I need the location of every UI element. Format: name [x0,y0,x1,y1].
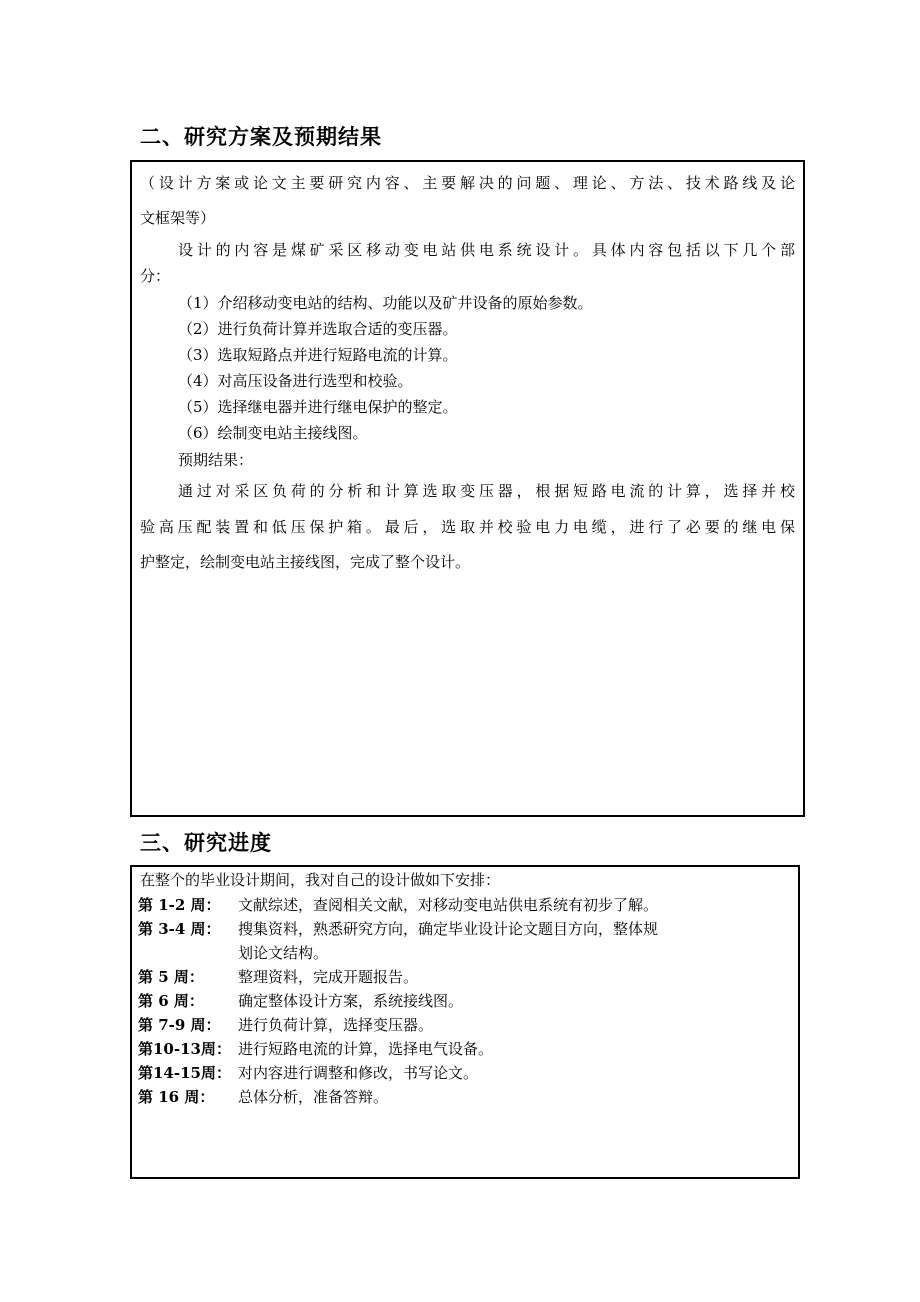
expected-results-line-1: 通过对采区负荷的分析和计算选取变压器，根据短路电流的计算，选择并校 [178,482,795,500]
content-item-4: （4）对高压设备进行选型和校验。 [178,372,413,390]
schedule-task: 确定整体设计方案，系统接线图。 [238,992,464,1010]
schedule-row [138,896,658,914]
content-intro-line-1: 设计的内容是煤矿采区移动变电站供电系统设计。具体内容包括以下几个部 [178,241,795,259]
schedule-row [138,1064,478,1082]
instruction-line-1: （设计方案或论文主要研究内容、主要解决的问题、理论、方法、技术路线及论 [140,174,795,192]
section-2-heading: 二、研究方案及预期结果 [140,125,382,149]
schedule-row [138,1088,388,1106]
schedule-task: 搜集资料，熟悉研究方向，确定毕业设计论文题目方向，整体规 [238,920,659,938]
schedule-task: 进行短路电流的计算，选择电气设备。 [238,1040,494,1058]
section-3-heading: 三、研究进度 [140,831,272,855]
schedule-row [138,1016,433,1034]
content-item-5: （5）选择继电器并进行继电保护的整定。 [178,398,458,416]
content-item-2: （2）进行负荷计算并选取合适的变压器。 [178,320,458,338]
schedule-task: 文献综述，查阅相关文献，对移动变电站供电系统有初步了解。 [238,896,659,914]
instruction-line-2: 文框架等） [140,209,216,227]
schedule-week: 第 6 周： [138,992,204,1010]
schedule-week: 第 16 周： [138,1088,215,1106]
content-item-3: （3）选取短路点并进行短路电流的计算。 [178,346,458,364]
schedule-task: 总体分析，准备答辩。 [238,1088,389,1106]
expected-results-line-2: 验高压配装置和低压保护箱。最后，选取并校验电力电缆，进行了必要的继电保 [140,518,795,536]
schedule-week: 第14-15周： [138,1064,231,1082]
expected-results-label: 预期结果： [178,451,254,469]
content-item-1: （1）介绍移动变电站的结构、功能以及矿井设备的原始参数。 [178,294,593,312]
schedule-task: 整理资料，完成开题报告。 [238,968,419,986]
schedule-week: 第10-13周： [138,1040,231,1058]
schedule-task-continuation: 划论文结构。 [238,944,329,962]
schedule-week: 第 3-4 周： [138,920,221,938]
schedule-intro: 在整个的毕业设计期间，我对自己的设计做如下安排： [140,871,501,889]
schedule-week: 第 7-9 周： [138,1016,221,1034]
content-intro-line-2: 分： [140,267,171,285]
schedule-row [138,1040,493,1058]
schedule-row [138,920,658,938]
schedule-week: 第 1-2 周： [138,896,221,914]
schedule-task: 进行负荷计算，选择变压器。 [238,1016,434,1034]
schedule-week: 第 5 周： [138,968,204,986]
expected-results-line-3: 护整定，绘制变电站主接线图，完成了整个设计。 [140,553,471,571]
content-item-6: （6）绘制变电站主接线图。 [178,424,368,442]
schedule-task: 对内容进行调整和修改，书写论文。 [238,1064,479,1082]
schedule-row [138,992,463,1010]
schedule-row [138,968,418,986]
